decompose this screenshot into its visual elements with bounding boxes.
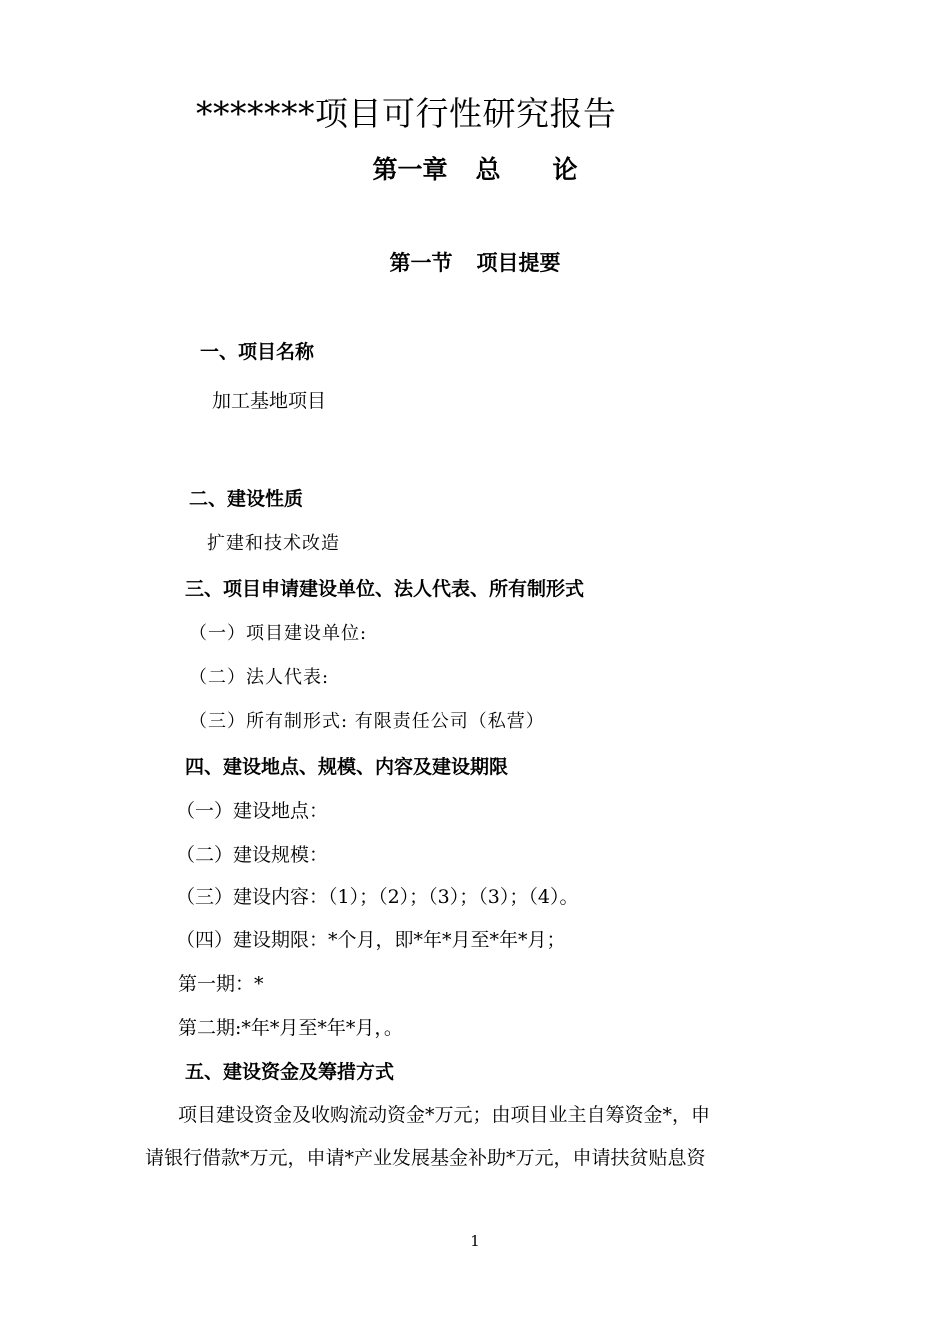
section-heading [0, 247, 950, 277]
part-heading-location: 四、建设地点、规模、内容及建设期限 [185, 756, 509, 778]
funding-paragraph-line-2: 请银行借款*万元，申请*产业发展基金补助*万元，申请扶贫贴息资 [145, 1147, 706, 1169]
chapter-number: 第一章 [372, 155, 448, 184]
period-line: （四）建设期限：*个月，即*年*月至*年*月； [176, 929, 566, 951]
chapter-heading [0, 150, 950, 186]
chapter-title-part2: 论 [552, 155, 578, 184]
part-heading-project-name: 一、项目名称 [200, 341, 315, 363]
project-name-value: 加工基地项目 [212, 390, 327, 412]
legal-representative-line: （二）法人代表: [189, 667, 330, 688]
content-line: （三）建设内容：（1）；（2）；（3）；（3）；（4）。 [176, 886, 579, 908]
section-title: 项目提要 [476, 251, 561, 275]
part-heading-nature: 二、建设性质 [189, 488, 304, 510]
location-line: （一）建设地点： [176, 800, 329, 822]
page-number: 1 [470, 1232, 480, 1250]
ownership-line: （三）所有制形式: 有限责任公司（私营） [189, 711, 545, 732]
funding-paragraph-line-1: 项目建设资金及收购流动资金*万元；由项目业主自筹资金*，申 [178, 1104, 711, 1126]
phase-two-line: 第二期:*年*月至*年*月，。 [178, 1017, 403, 1039]
phase-one-line: 第一期：* [178, 973, 264, 995]
chapter-title-part1: 总 [475, 155, 501, 184]
document-title: *******项目可行性研究报告 [196, 94, 617, 133]
part-heading-applicant: 三、项目申请建设单位、法人代表、所有制形式 [185, 578, 585, 600]
scale-line: （二）建设规模： [176, 844, 329, 866]
applicant-unit-line: （一）项目建设单位: [189, 623, 368, 644]
part-heading-funding: 五、建设资金及筹措方式 [185, 1061, 395, 1083]
nature-value: 扩建和技术改造 [207, 533, 340, 554]
section-number: 第一节 [389, 251, 453, 275]
